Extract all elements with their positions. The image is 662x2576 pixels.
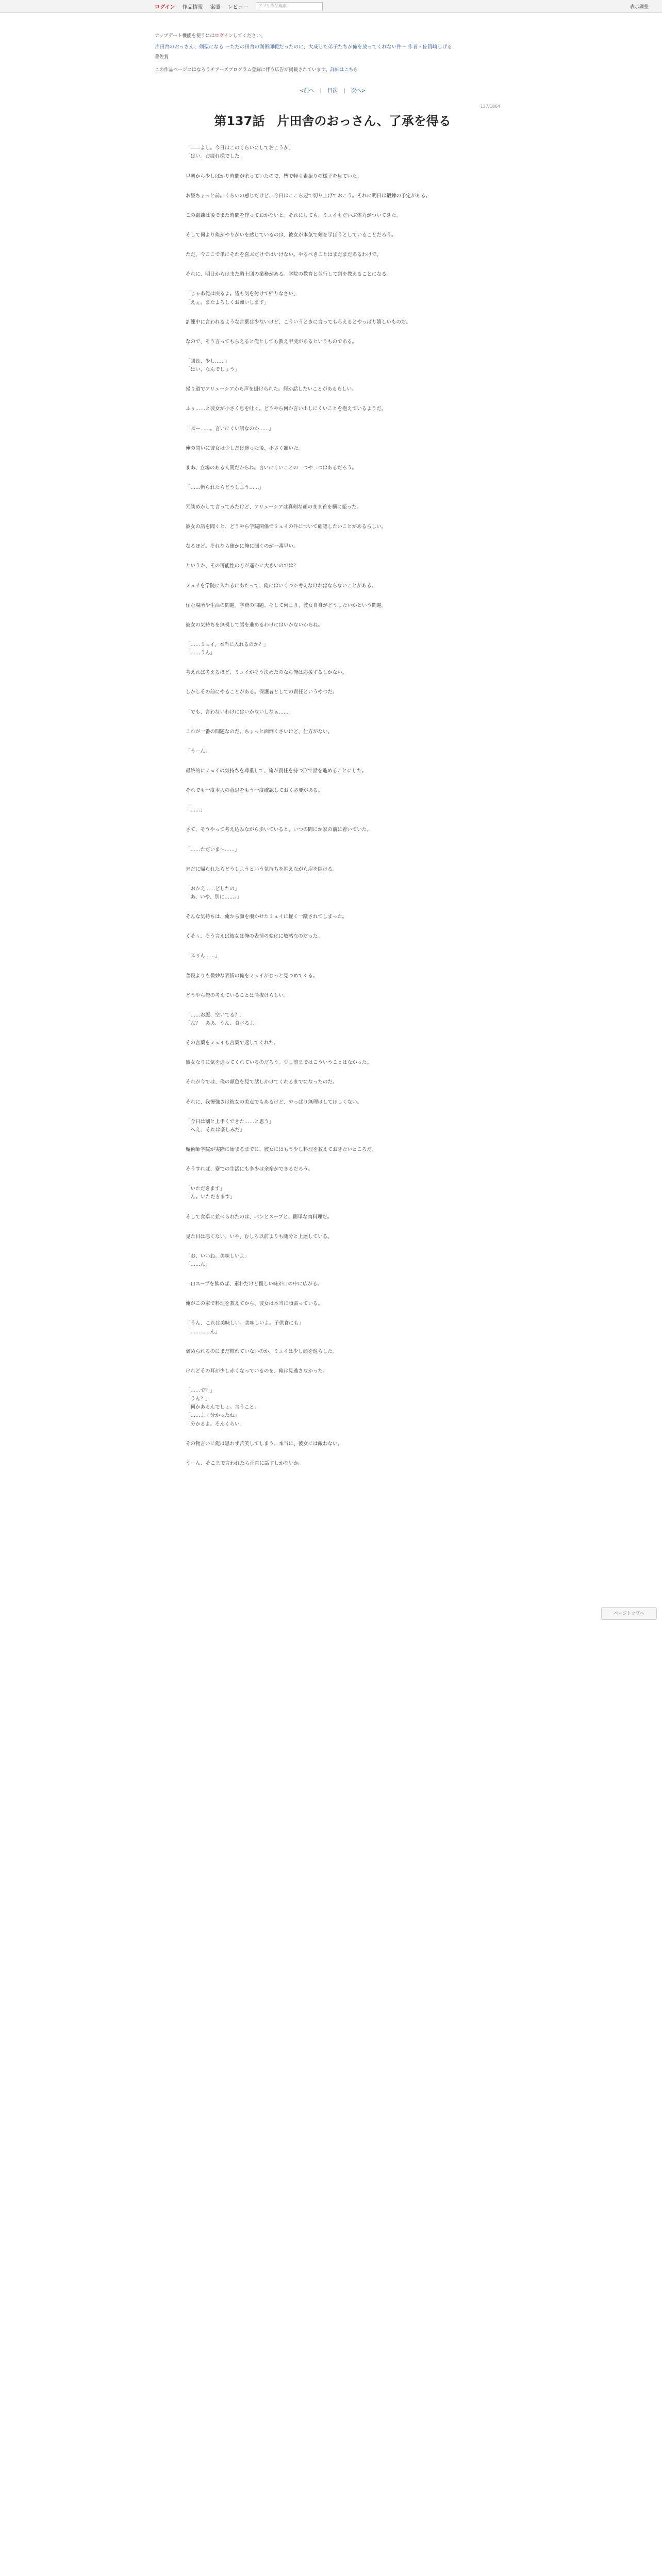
novel-body [186, 144, 469, 1468]
novel-paragraph: ミュイを学院に入れるにあたって、俺にはいくつか考えなければならないことがある。 [186, 583, 377, 589]
novel-paragraph: 「団長、少し……」 「はい、なんでしょう」 [186, 358, 240, 373]
ad-notice-text: この作品ページにはなろうチアーズプログラム登録に伴う広告が掲載されています。 [155, 67, 330, 73]
novel-paragraph: 「いただきます」 「ん。いただきます」 [186, 1186, 235, 1200]
novel-paragraph: 「……」 [186, 807, 206, 814]
novel-paragraph: さて、そうやって考え込みながら歩いていると、いつの間にか家の前に着いていた。 [186, 827, 372, 833]
novel-paragraph: うーん、そこまで言われたら正直に話すしかないか。 [186, 1460, 304, 1466]
novel-paragraph: 「……で？」 「うん？」 「何かあるんでしょ。言うこと」 「……よく分かったね」 「分かるよ。そんくらい」 [186, 1387, 259, 1427]
novel-paragraph: 冗談めかして言ってみたけど、アリューシアは真剣な顔のまま首を横に振った。 [186, 504, 362, 511]
top-nav [155, 0, 323, 12]
novel-paragraph: この鍛錬は後でまた時間を作っておかないと。それにしても、ミュイもだいぶ体力がついてきた。 [186, 212, 401, 218]
pager-separator: | [343, 88, 345, 94]
novel-paragraph: そんな気持ちは、俺から顔を覗かせたミュイに軽く一蹴されてしまった。 [186, 914, 347, 920]
novel-paragraph: なので、そう言ってもらえると俺としても教え甲斐があるというものである。 [186, 338, 357, 345]
novel-paragraph: 彼女なりに気を遣ってくれているのだろう。少し前まではこういうことはなかった。 [186, 1060, 372, 1066]
novel-paragraph: 「うん、これは美味しい。美味しいよ。子供食にも」 「…………ん」 [186, 1320, 304, 1335]
novel-paragraph: 「ぶー……。言いにくい話なのか……」 [186, 426, 274, 432]
display-settings-button[interactable]: 表示調整 [630, 5, 649, 10]
novel-paragraph: 「じゃあ俺は戻るよ。皆も気を付けて帰りなさい」 「えぇ、またよろしくお願いします」 [186, 291, 299, 306]
login-notice [155, 32, 510, 39]
novel-paragraph: これが一番の問題なのだ。ちょっと面倒くさいけど、仕方がない。 [186, 728, 333, 735]
novel-paragraph: 「お、いいね。美味しいよ」 「……ん」 [186, 1253, 250, 1267]
novel-paragraph: 未だに帰られたらどうしようという気持ちを抱えながら扉を開ける。 [186, 866, 338, 872]
novel-paragraph: けれどその耳が少し赤くなっているのを、俺は見逃さなかった。 [186, 1368, 328, 1374]
novel-paragraph: その言葉をミュイも言葉で返してくれた。 [186, 1040, 279, 1046]
novel-paragraph: 普段よりも微妙な表情の俺をミュイがじっと見つめてくる。 [186, 973, 318, 979]
novel-paragraph: 訓練中に言われるような言葉は少ないけど、こういうときに言ってもらえるとやっぱり嬉しいものだ。 [186, 319, 411, 325]
novel-paragraph: まあ、立場のある人間だからね。言いにくいことの一つや二つはあるだろう。 [186, 465, 357, 471]
novel-paragraph: そうすれば、寮での生活にも多少は余裕ができるだろう。 [186, 1166, 313, 1173]
novel-paragraph: 褒められるのにまだ慣れていないのか、ミュイは少し顔を逸らした。 [186, 1348, 338, 1354]
prev-episode-link[interactable]: <前へ [299, 88, 315, 94]
novel-paragraph: 彼女の話を聞くと、どうやら学院関係でミュイの件について確認したいことがあるらしい。 [186, 524, 387, 530]
novel-paragraph: しかしその前にやることがある。保護者としての責任というやつだ。 [186, 689, 338, 696]
main-content [155, 32, 510, 1479]
episode-pager-top [155, 86, 510, 94]
author-name: 著佐賀 [155, 55, 169, 60]
novel-paragraph: それでも一度本人の意思をもう一度確認しておく必要がある。 [186, 788, 323, 794]
novel-paragraph: その物言いに俺は思わず苦笑してしまう。本当に、彼女には敵わない。 [186, 1440, 343, 1447]
novel-paragraph: 魔術師学院が実際に始まるまでに、彼女にはもう少し料理を教えておきたいところだ。 [186, 1146, 377, 1153]
ad-details-link[interactable]: 詳細はこちら [330, 67, 358, 73]
novel-paragraph: 帰り道でアリューシアから声を掛けられた。何か話したいことがあるらしい。 [186, 386, 357, 393]
novel-paragraph: 「……お腹、空いてる？」 「ん？ ああ、うん、食べるよ」 [186, 1012, 259, 1026]
novel-paragraph: 最終的にミュイの気持ちを尊重して、俺が責任を持つ形で話を進めることにした。 [186, 768, 367, 774]
novel-paragraph: それが今では、俺の顔色を見て話しかけてくれるまでになったのだ。 [186, 1079, 338, 1086]
novel-paragraph: どうやら俺の考えていることは筒抜けらしい。 [186, 992, 289, 998]
novel-paragraph: 「……斬られたらどうしよう……」 [186, 484, 264, 490]
novel-paragraph: 俺の問いに彼女は少しだけ迷った後、小さく頷いた。 [186, 445, 304, 451]
novel-paragraph: なるほど。それなら確かに俺に聞くのが一番早い。 [186, 544, 299, 550]
page-top-button[interactable]: ページトップへ [601, 1607, 657, 1620]
novel-paragraph: 「今日は割と上手くできた……と思う」 「へえ、それは楽しみだ」 [186, 1118, 274, 1133]
episode-counter: 137/1864 [480, 104, 500, 109]
novel-paragraph: 「でも、言わないわけにはいかないしなぁ……」 [186, 709, 294, 715]
nav-search[interactable]: 案照 [210, 4, 221, 10]
novel-paragraph: ふぅ……と彼女が小さく息を吐く。どうやら何か言い出しにくいことを抱えているようだ。 [186, 406, 387, 412]
novel-paragraph: 「うーん」 [186, 748, 210, 754]
novel-paragraph: それに、我慢強さは彼女の美点でもあるけど、やっぱり無理はしてほしくない。 [186, 1099, 362, 1105]
top-bar [0, 0, 662, 13]
notice-login-link[interactable]: ログイン [214, 33, 233, 39]
novel-paragraph: 俺がこの家で料理を教えてから、彼女は本当に頑張っている。 [186, 1301, 323, 1307]
login-link[interactable]: ログイン [155, 4, 175, 10]
nav-works[interactable]: 作品情報 [182, 4, 203, 10]
novel-paragraph: 「……ただいま～……」 [186, 846, 240, 853]
novel-paragraph: 見た目は悪くない。いや、むしろ以前よりも随分と上達している。 [186, 1233, 333, 1240]
notice-suffix: してください。 [233, 33, 266, 39]
novel-paragraph: というか、その可能性の方が遥かに大きいのでは？ [186, 563, 299, 569]
ad-notice [155, 66, 510, 73]
novel-paragraph: 住む場所や生活の問題。学費の問題。そして何より、彼女自身がどうしたいかという問題。 [186, 602, 387, 608]
novel-paragraph: そして何より俺がやりがいを感じているのは、彼女が本気で剣を学ぼうとしていることだろう。 [186, 232, 396, 238]
nav-review[interactable]: レビュー [227, 4, 249, 10]
novel-paragraph: 「おかえ……どしたの」 「あ、いや、別に……。」 [186, 886, 242, 901]
novel-paragraph: 彼女の気持ちを無視して話を進めるわけにはいかないからね。 [186, 622, 323, 628]
pager-separator: | [320, 88, 322, 94]
notice-prefix: アップデート機能を使うには [155, 33, 215, 39]
novel-paragraph: ただ、今ここで単にそれを喜ぶだけではいけない。やるべきことはまだまだあるわけで。 [186, 252, 382, 258]
novel-paragraph: 「――よし。今日はこのくらいにしておこうか」 「はい。お疲れ様でした」 [186, 145, 294, 160]
novel-paragraph: 一口スープを飲めば、素朴だけど優しい味が口の中に広がる。 [186, 1281, 323, 1287]
next-episode-link[interactable]: 次へ> [351, 88, 366, 94]
novel-paragraph: そして食卓に並べられたのは、パンとスープと、簡単な肉料理だ。 [186, 1214, 333, 1220]
toc-link[interactable]: 目次 [327, 88, 338, 94]
search-input[interactable]: アプリ作品検索 [256, 2, 323, 10]
novel-paragraph: くそぅ、そう言えば彼女は俺の表情の変化に敏感なのだった。 [186, 934, 323, 940]
novel-paragraph: 考えれば考えるほど、ミュイがそう決めたのなら俺は応援するしかない。 [186, 670, 347, 676]
episode-title: 第137話 片田舎のおっさん、了承を得る [214, 114, 451, 129]
novel-paragraph: お昼ちょっと前。くらいの感じだけど、今日はここら辺で切り上げておこう。それに明日は鍛錬の予定がある。 [186, 193, 431, 199]
series-title-link[interactable]: 片田舎のおっさん、剣聖になる ～ただの田舎の剣術師範だったのに、大成した弟子たちが俺を放ってくれない件～ 作者・佐賀崎しげる [155, 44, 452, 50]
novel-paragraph: 「……ミュイ、本当に入れるのか？」 「……うん」 [186, 642, 269, 656]
novel-paragraph: それに、明日からはまた騎士団の業務がある。学院の教育と並行して剣を教えることになる。 [186, 272, 392, 278]
novel-paragraph: 「ふぅん……」 [186, 953, 220, 959]
novel-paragraph: 早朝から少しばかり時間が余っていたので、皆で軽く素振りの様子を見ていた。 [186, 173, 362, 179]
